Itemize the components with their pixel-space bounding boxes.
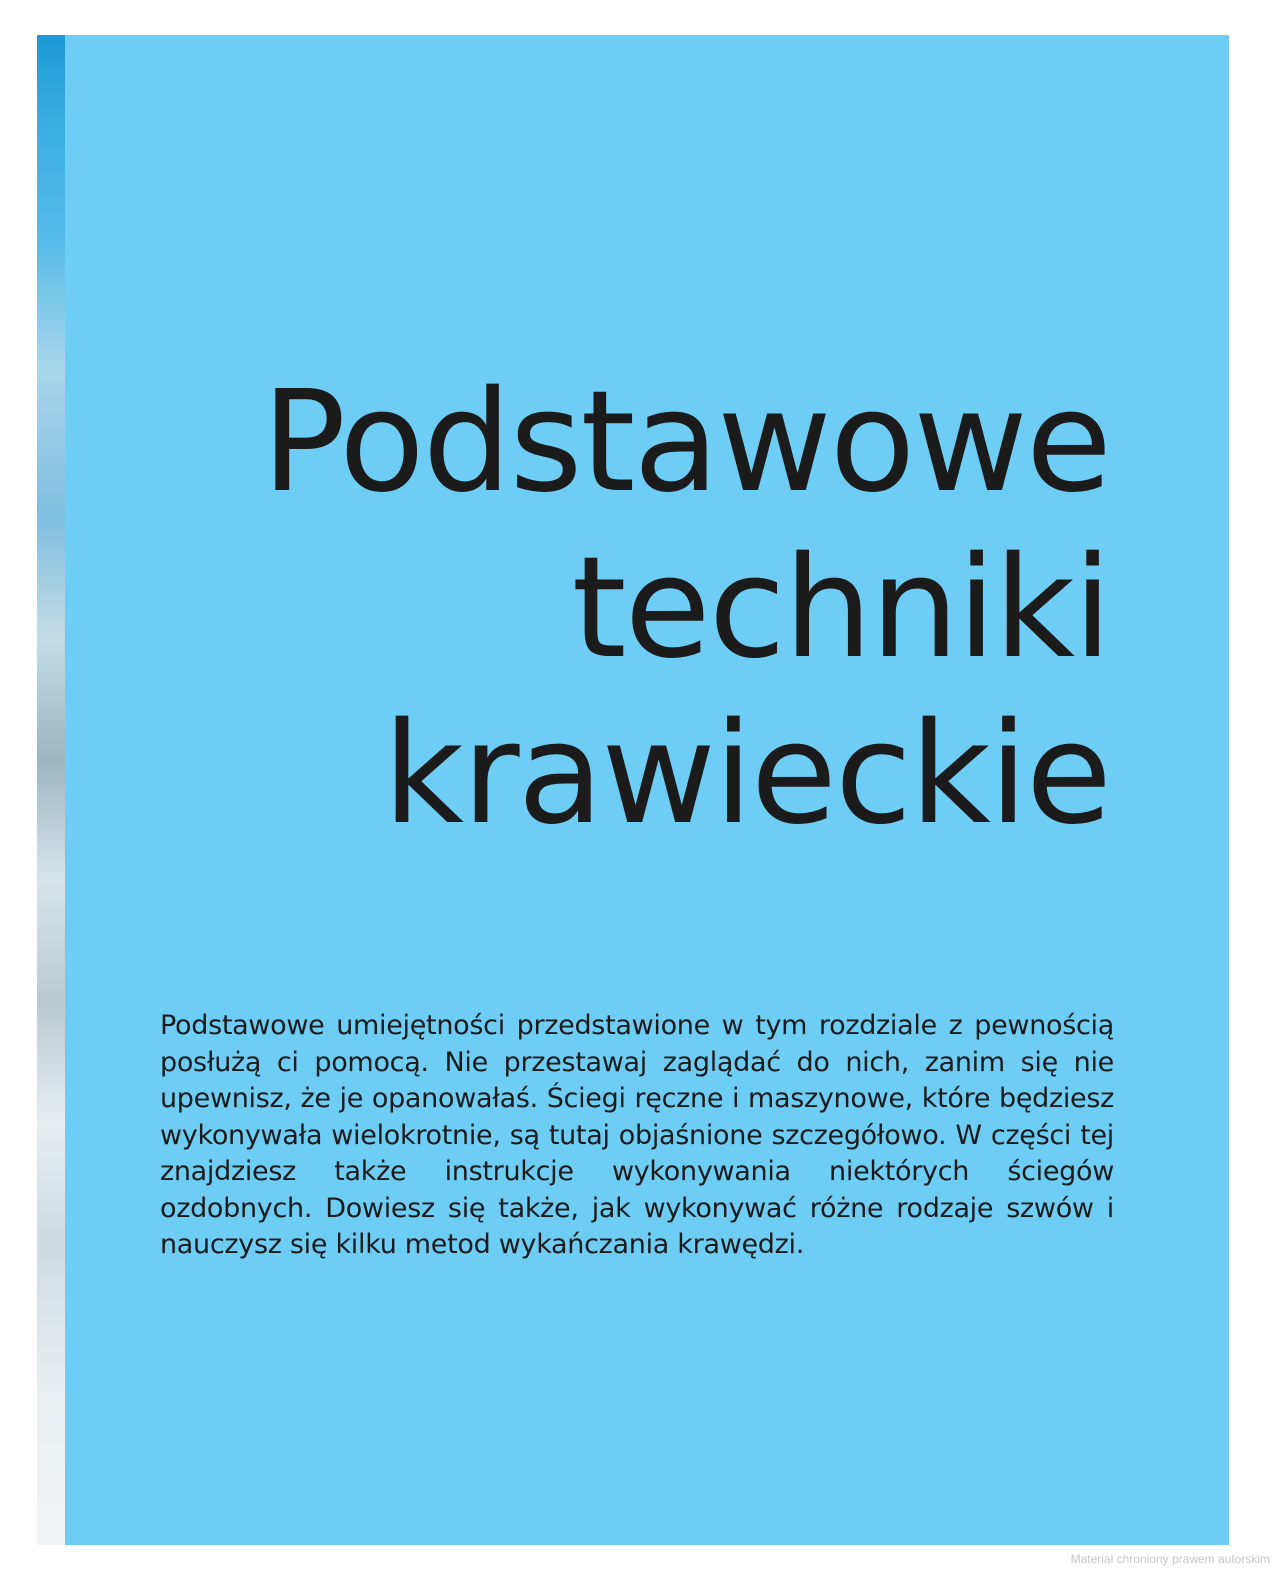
chapter-title-line: techniki [571,527,1110,690]
photo-edge-strip [37,35,65,1545]
chapter-title-line: Podstawowe [261,361,1110,524]
chapter-title-line: krawieckie [382,693,1110,856]
chapter-title [262,360,1110,858]
chapter-intro-paragraph: Podstawowe umiejętności przedstawione w tym rozdziale z pewnością posłużą ci pomocą. Nie przestawaj zaglądać do nich, zanim się nie upewnisz, że je opanowałaś. Ściegi ręczne i maszynowe, które będziesz wykonywała wielokrotnie, są tutaj objaśnione szczegółowo. W części tej znajdziesz także instrukcje wykonywania niektórych ściegów ozdobnych. Dowiesz się także, jak wykonywać różne rodzaje szwów i nauczysz się kilku metod wykańczania krawędzi. [160,1010,1114,1260]
copyright-watermark: Materiał chroniony prawem autorskim [1070,1552,1270,1566]
